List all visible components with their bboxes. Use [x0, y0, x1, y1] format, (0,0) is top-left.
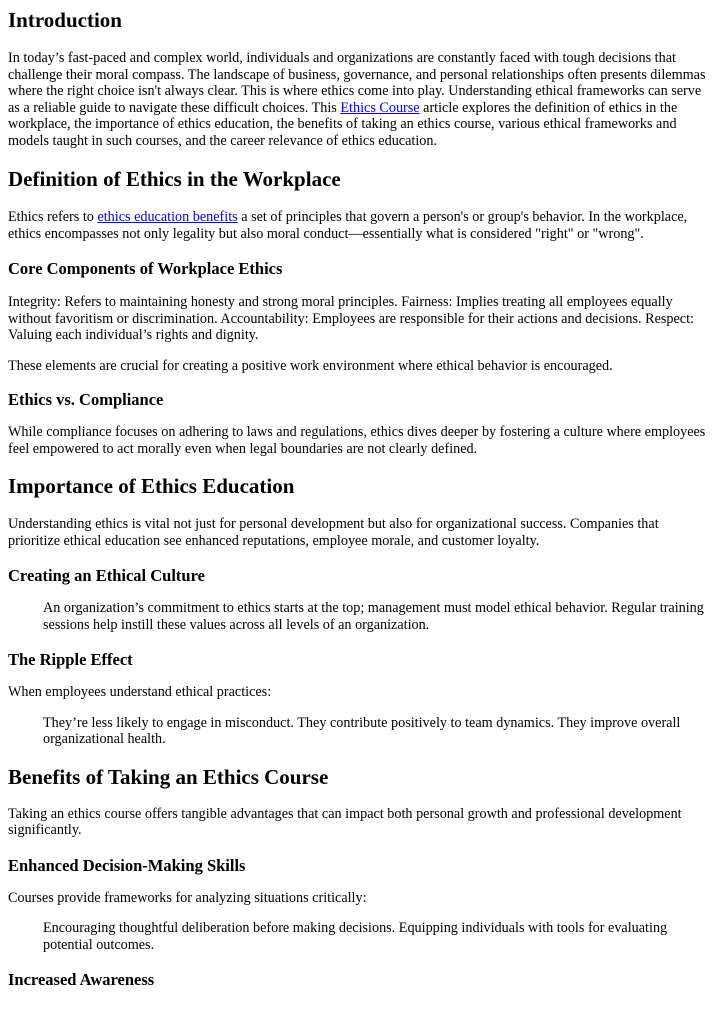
- heading-core-components: Core Components of Workplace Ethics: [8, 259, 283, 278]
- ethics-course-link[interactable]: Ethics Course: [340, 99, 420, 116]
- heading-decision-making: Enhanced Decision-Making Skills: [8, 855, 246, 875]
- paragraph-definition: [8, 209, 712, 242]
- paragraph-introduction-text-1: In today’s fast-paced and complex world, individuals and organizations are constantly faced with tough decisions that challenge their moral compass. The landscape of business, governance, and personal relationships often presents dilemmas where the right choice isn't always clear. This is where ethics come into play. Understanding ethical frameworks can serve as a reliable guide to navigate these difficult choices. This: [8, 50, 706, 116]
- heading-importance: Importance of Ethics Education: [8, 474, 295, 498]
- paragraph-introduction-text-2: article explores the definition of ethics in the workplace, the importance of ethics education, the benefits of taking an ethics course, various ethical frameworks and models taught in such courses, and the career relevance of ethics education.: [8, 99, 678, 149]
- paragraph-benefits: Taking an ethics course offers tangible advantages that can impact both personal growth and professional development significantly.: [8, 805, 682, 838]
- paragraph-definition-text-2: a set of principles that govern a person's or group's behavior. In the workplace, ethics encompasses not only legality but also moral conduct—essentially what is considered "right" or "wrong".: [8, 209, 688, 242]
- quote-ethical-culture: An organization’s commitment to ethics starts at the top; management must model ethical behavior. Regular training sessions help instill these values across all levels of an organization.: [43, 600, 704, 633]
- heading-ripple-effect: The Ripple Effect: [8, 650, 133, 669]
- paragraph-importance: Understanding ethics is vital not just for personal development but also for organizational success. Companies that prioritize ethical education see enhanced reputations, employee morale, and customer loyalty.: [8, 516, 659, 549]
- heading-increased-awareness: Increased Awareness: [8, 970, 155, 989]
- ethics-education-benefits-link[interactable]: ethics education benefits: [97, 209, 238, 225]
- heading-benefits: Benefits of Taking an Ethics Course: [8, 764, 329, 789]
- quote-decision-making: Encouraging thoughtful deliberation before making decisions. Equipping individuals with tools for evaluating potential outcomes.: [43, 920, 668, 953]
- paragraph-core-elements: These elements are crucial for creating a positive work environment where ethical behavior is encouraged.: [8, 357, 613, 374]
- heading-introduction: Introduction: [8, 8, 122, 32]
- paragraph-core-components: Integrity: Refers to maintaining honesty and strong moral principles. Fairness: Implies treating all employees equally without favoritism or discrimination. Accountability: Employees are responsible for their actions and decisions. Respect: Valuing each individual’s rights and dignity.: [8, 294, 694, 343]
- paragraph-decision-making: Courses provide frameworks for analyzing situations critically:: [8, 889, 367, 906]
- paragraph-definition-text-1: Ethics refers to: [8, 209, 98, 225]
- paragraph-introduction: [8, 50, 712, 149]
- paragraph-ripple-effect: When employees understand ethical practices:: [8, 684, 272, 700]
- heading-ethics-vs-compliance: Ethics vs. Compliance: [8, 390, 164, 409]
- heading-ethical-culture: Creating an Ethical Culture: [8, 566, 205, 585]
- paragraph-ethics-vs-compliance: While compliance focuses on adhering to laws and regulations, ethics dives deeper by fostering a culture where employees feel empowered to act morally even when legal boundaries are not clearly defined.: [8, 424, 706, 457]
- heading-definition: Definition of Ethics in the Workplace: [8, 167, 341, 191]
- quote-ripple-effect: They’re less likely to engage in misconduct. They contribute positively to team dynamics. They improve overall organizational health.: [43, 714, 681, 747]
